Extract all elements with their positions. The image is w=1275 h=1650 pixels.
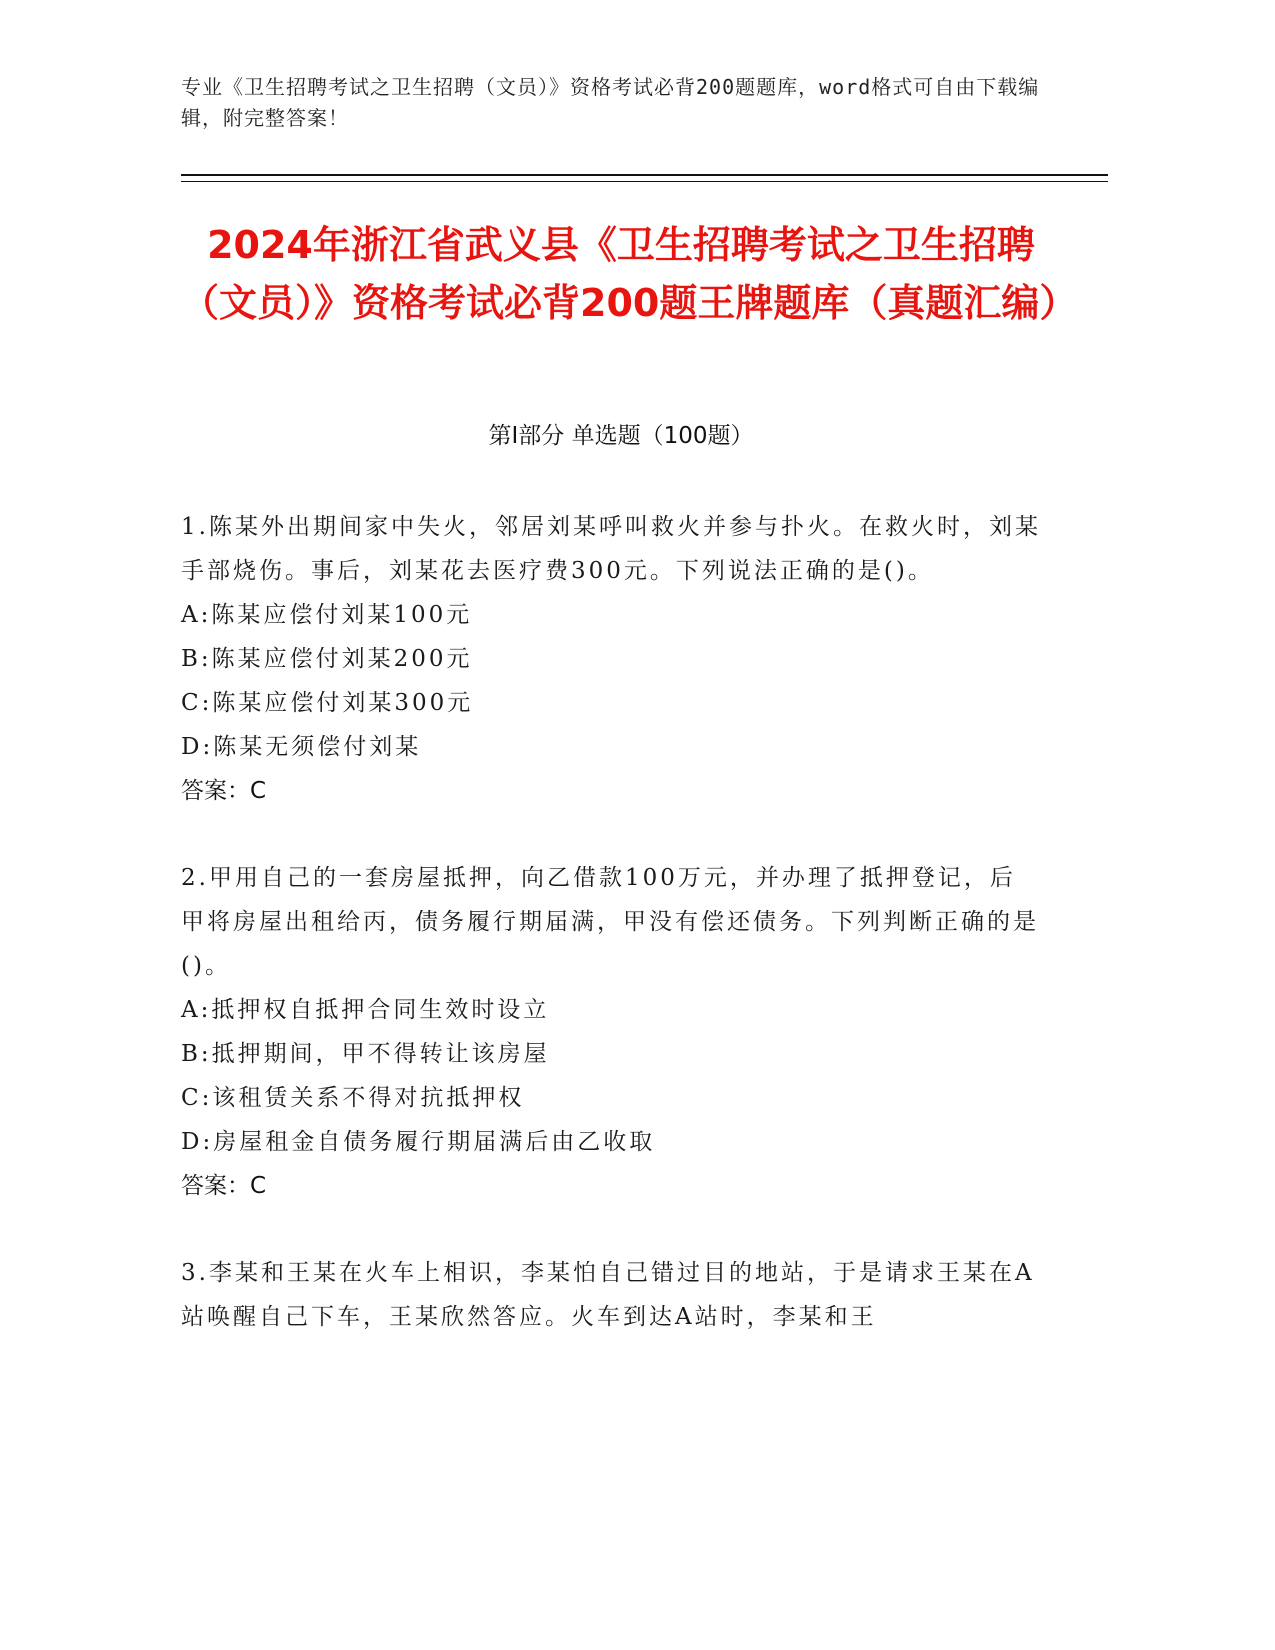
question-stem: 2.甲用自己的一套房屋抵押，向乙借款100万元，并办理了抵押登记，后甲将房屋出租给丙，债务履行期届满，甲没有偿还债务。下列判断正确的是()。 bbox=[181, 865, 1039, 979]
option-a: A:抵押权自抵押合同生效时设立 bbox=[181, 997, 550, 1023]
header-note: 专业《卫生招聘考试之卫生招聘（文员）》资格考试必背200题题库，word格式可自由下载编辑，附完整答案！ bbox=[181, 75, 1040, 130]
header-rule-thin bbox=[181, 181, 1108, 182]
question-list bbox=[181, 505, 1041, 1382]
header-rule-thick bbox=[181, 174, 1108, 176]
question-stem: 3.李某和王某在火车上相识，李某怕自己错过目的地站，于是请求王某在A站唤醒自己下车，王某欣然答应。火车到达A站时，李某和王 bbox=[181, 1260, 1035, 1330]
option-d: D:房屋租金自债务履行期届满后由乙收取 bbox=[181, 1129, 656, 1155]
question-1 bbox=[181, 505, 1041, 813]
option-b: B:陈某应偿付刘某200元 bbox=[181, 646, 473, 672]
answer: 答案：C bbox=[181, 1173, 267, 1199]
option-a: A:陈某应偿付刘某100元 bbox=[181, 602, 473, 628]
option-b: B:抵押期间，甲不得转让该房屋 bbox=[181, 1041, 550, 1067]
question-3 bbox=[181, 1251, 1041, 1339]
question-2 bbox=[181, 856, 1041, 1208]
option-c: C:陈某应偿付刘某300元 bbox=[181, 690, 474, 716]
question-stem: 1.陈某外出期间家中失火，邻居刘某呼叫救火并参与扑火。在救火时，刘某手部烧伤。事后，刘某花去医疗费300元。下列说法正确的是()。 bbox=[181, 514, 1041, 584]
option-c: C:该租赁关系不得对抗抵押权 bbox=[181, 1085, 525, 1111]
document-title: 2024年浙江省武义县《卫生招聘考试之卫生招聘（文员）》资格考试必背200题王牌题库（真题汇编） bbox=[181, 223, 1078, 325]
section-heading: 第I部分 单选题（100题） bbox=[488, 423, 754, 449]
answer: 答案：C bbox=[181, 778, 267, 804]
option-d: D:陈某无须偿付刘某 bbox=[181, 734, 422, 760]
